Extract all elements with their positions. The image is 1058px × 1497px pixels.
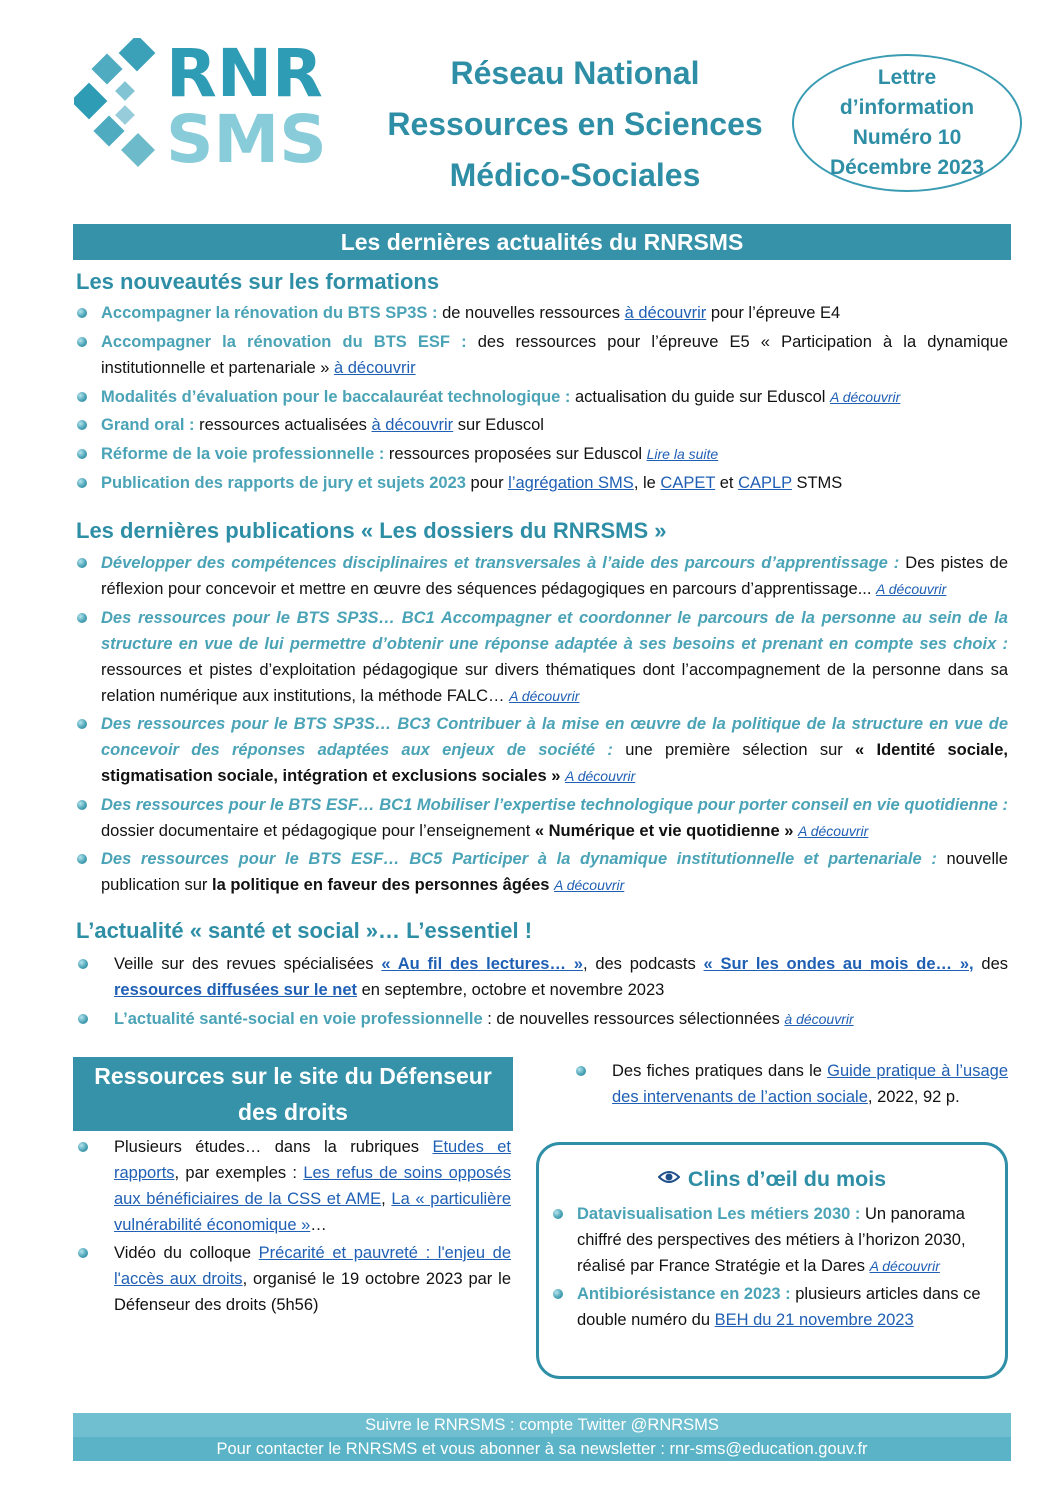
item-lead: Des ressources pour le BTS ESF… BC5 Participer à la dynamique institutionnelle et partenariale : [101, 850, 937, 868]
item-lead: Modalités d’évaluation pour le baccalauréat technologique : [101, 387, 571, 406]
section-banner-defenseur: Ressources sur le site du Défenseur des droits [73, 1057, 513, 1131]
item-text: … [310, 1216, 327, 1234]
list-item [114, 951, 1008, 1003]
item-text: : de nouvelles ressources sélectionnées [482, 1010, 785, 1028]
item-lead: L’actualité santé-social en voie professionnelle [114, 1010, 483, 1028]
item-lead: Antibiorésistance en 2023 : [577, 1285, 791, 1303]
badge-line-2: d’information [839, 96, 975, 119]
item-text: ressources actualisées [194, 416, 372, 435]
list-item [101, 470, 1008, 496]
list-item [114, 1006, 1008, 1032]
item-text: Vidéo du colloque [114, 1244, 259, 1262]
item-lead: Des ressources pour le BTS SP3S… BC1 Accompagner et coordonner le parcours de la personne au sein de la structure en vue de lui permettre d’obtenir une réponse adaptée à ses besoins et prenant en compte ses choix : [101, 608, 1008, 653]
etudes-rapports-link[interactable]: Etudes et rapports [114, 1138, 512, 1182]
list-item [101, 792, 1008, 844]
colloque-video-link[interactable]: Précarité et pauvreté : l'enjeu de l'accès aux droits [114, 1244, 511, 1288]
beh-link[interactable]: BEH du 21 novembre 2023 [714, 1311, 914, 1329]
badge-line-1: Lettre [877, 66, 937, 89]
bullet-icon [576, 1066, 586, 1076]
bullet-icon [553, 1289, 563, 1299]
bullet-icon [78, 1142, 88, 1152]
list-item [577, 1201, 989, 1279]
item-text: Un panorama chiffré des perspectives des métiers à l’horizon 2030, réalisé par France Stratégie et la Dares [577, 1205, 966, 1275]
list-item [101, 441, 1008, 467]
item-bold: la politique en faveur des personnes âgées [211, 876, 550, 894]
refus-de-soins-link[interactable]: Les refus de soins opposés aux bénéficiaires de la CSS et AME [114, 1164, 511, 1208]
bullet-icon [77, 478, 87, 488]
bullet-icon [77, 449, 87, 459]
item-text: , [381, 1190, 392, 1208]
bullet-icon [77, 719, 87, 729]
item-text: en septembre, octobre et novembre 2023 [357, 981, 665, 999]
item-text: des ressources pour l’épreuve E5 « Participation à la dynamique institutionnelle et partenariale » [101, 332, 1008, 377]
item-bold: « Numérique et vie quotidienne » [534, 821, 794, 840]
footer [73, 1413, 1011, 1461]
item-text: ressources et pistes d’exploitation pédagogique sur divers thématiques dont l’accompagnement de la personne dans sa relation numérique aux institutions, la méthode FALC… [101, 660, 1008, 705]
bullet-icon [77, 420, 87, 430]
item-lead: Grand oral : [101, 416, 195, 435]
bullet-icon [77, 337, 87, 347]
bullet-icon [78, 1014, 88, 1024]
item-text: de nouvelles ressources [437, 304, 625, 322]
badge-line-3: Numéro 10 [852, 126, 962, 149]
logo-text-rnr: RNR [166, 38, 323, 112]
list-item [101, 605, 1008, 709]
item-text: Des fiches pratiques dans le [612, 1062, 828, 1080]
subheading-actualite: L’actualité « santé et social »… L’essentiel ! [76, 918, 533, 943]
list-item [612, 1058, 1008, 1110]
subheading-formations: Les nouveautés sur les formations [76, 269, 440, 294]
list-item [101, 846, 1008, 898]
eye-icon [658, 1170, 680, 1184]
item-text: des [973, 955, 1008, 973]
item-text: pour l’épreuve E4 [706, 304, 841, 322]
actualite-list [114, 951, 1008, 1035]
bullet-icon [77, 308, 87, 318]
issue-badge [792, 54, 1022, 192]
decouvrir-link[interactable]: à découvrir [371, 416, 454, 435]
item-bold: « Identité sociale, stigmatisation sociale, intégration et exclusions sociales » [101, 741, 1008, 785]
item-text: et [715, 473, 739, 492]
guide-pratique-link[interactable]: Guide pratique à l’usage des intervenants de l’action sociale [612, 1062, 1008, 1106]
decouvrir-link[interactable]: A découvrir [565, 768, 636, 784]
item-lead: Publication des rapports de jury et sujets 2023 [101, 473, 466, 492]
item-text: actualisation du guide sur Eduscol [570, 387, 830, 406]
item-text: sur Eduscol [453, 416, 544, 435]
decouvrir-link[interactable]: A découvrir [876, 581, 947, 597]
item-text: ressources proposées sur Eduscol [384, 445, 647, 464]
au-fil-des-lectures-link[interactable]: « Au fil des lectures… » [381, 955, 583, 973]
decouvrir-link[interactable]: à découvrir [624, 304, 707, 322]
list-item [101, 329, 1008, 381]
item-lead: Des ressources pour le BTS ESF… BC1 Mobiliser l’expertise technologique pour porter conseil en vie quotidienne : [101, 795, 1008, 814]
item-text: Plusieurs études… dans la rubriques [114, 1138, 433, 1156]
bullet-icon [78, 1248, 88, 1258]
item-text: une première sélection sur [612, 741, 856, 759]
lire-la-suite-link[interactable]: Lire la suite [646, 446, 719, 463]
bullet-icon [77, 854, 87, 864]
bullet-icon [77, 613, 87, 623]
item-text: , par exemples : [174, 1164, 304, 1182]
ressources-net-link[interactable]: ressources diffusées sur le net [114, 981, 358, 999]
decouvrir-link[interactable]: A découvrir [830, 388, 901, 405]
bullet-icon [77, 558, 87, 568]
item-text: Veille sur des revues spécialisées [114, 955, 382, 973]
list-item [101, 300, 1008, 326]
logo-text-sms: SMS [166, 101, 327, 168]
list-item [577, 1281, 989, 1333]
footer-contact: Pour contacter le RNRSMS et vous abonner à sa newsletter : rnr-sms@education.gouv.fr [73, 1437, 1011, 1461]
item-lead: Des ressources pour le BTS SP3S… BC3 Contribuer à la mise en œuvre de la politique de la structure en vue de concevoir des réponses adaptées aux enjeux de société : [101, 715, 1008, 759]
item-text: Des pistes de réflexion pour concevoir et mettre en œuvre des séquences pédagogiques en parcours d’apprentissage... [101, 554, 1008, 598]
title-line-1: Réseau National [450, 55, 700, 91]
clins-oeil-title [539, 1167, 1005, 1192]
sur-les-ondes-link[interactable]: « Sur les ondes au mois de… », [703, 955, 974, 973]
item-lead: Réforme de la voie professionnelle : [101, 445, 385, 464]
bullet-icon [553, 1209, 563, 1219]
item-text: plusieurs articles dans ce double numéro du [577, 1285, 981, 1329]
dossiers-list [101, 550, 1008, 901]
item-text: pour [465, 473, 509, 492]
decouvrir-link[interactable]: à découvrir [333, 358, 416, 377]
decouvrir-link[interactable]: A découvrir [869, 1258, 940, 1274]
list-item [101, 711, 1008, 789]
bullet-icon [77, 392, 87, 402]
newsletter-title [370, 48, 780, 201]
agregation-link[interactable]: l’agrégation SMS [508, 473, 634, 492]
item-text: , des podcasts [582, 955, 704, 973]
fiches-list [612, 1058, 1008, 1110]
list-item [114, 1134, 511, 1238]
section-banner-news: Les dernières actualités du RNRSMS [73, 224, 1011, 260]
clins-oeil-box [536, 1142, 1008, 1379]
formations-list [101, 300, 1008, 499]
badge-line-4: Décembre 2023 [829, 156, 985, 179]
item-lead: Datavisualisation Les métiers 2030 : [577, 1205, 861, 1223]
decouvrir-link[interactable]: à découvrir [784, 1011, 854, 1027]
vulnerabilite-link[interactable]: La « particulière vulnérabilité économique » [114, 1190, 512, 1234]
caplp-link[interactable]: CAPLP [738, 473, 792, 492]
rnrsms-logo [74, 38, 336, 168]
list-item [101, 384, 1008, 410]
clins-title-text: Clins d’œil du mois [687, 1167, 887, 1191]
item-text: , le [633, 473, 661, 492]
capet-link[interactable]: CAPET [660, 473, 716, 492]
title-line-3: Médico-Sociales [449, 157, 701, 193]
item-text: dossier documentaire et pédagogique pour l’enseignement [101, 821, 535, 840]
item-text: nouvelle publication sur [101, 850, 1008, 894]
item-text: , 2022, 92 p. [867, 1088, 960, 1106]
bullet-icon [78, 959, 88, 969]
title-line-2: Ressources en Sciences [387, 106, 763, 142]
decouvrir-link[interactable]: A découvrir [798, 822, 869, 839]
item-lead: Accompagner la rénovation du BTS ESF : [101, 332, 467, 351]
defenseur-list [114, 1134, 511, 1320]
subheading-dossiers: Les dernières publications « Les dossiers du RNRSMS » [76, 518, 667, 543]
footer-twitter: Suivre le RNRSMS : compte Twitter @RNRSMS [73, 1413, 1011, 1437]
clins-list [577, 1201, 989, 1335]
item-text: STMS [791, 473, 843, 492]
item-lead: Accompagner la rénovation du BTS SP3S : [101, 304, 438, 322]
list-item [114, 1240, 511, 1318]
item-text: , organisé le 19 octobre 2023 par le Défenseur des droits (5h56) [114, 1270, 511, 1314]
list-item [101, 412, 1008, 438]
item-lead: Développer des compétences disciplinaires et transversales à l’aide des parcours d’apprentissage : [101, 554, 900, 572]
decouvrir-link[interactable]: A découvrir [509, 687, 580, 704]
bullet-icon [77, 800, 87, 810]
list-item [101, 550, 1008, 602]
decouvrir-link[interactable]: A découvrir [554, 877, 625, 893]
